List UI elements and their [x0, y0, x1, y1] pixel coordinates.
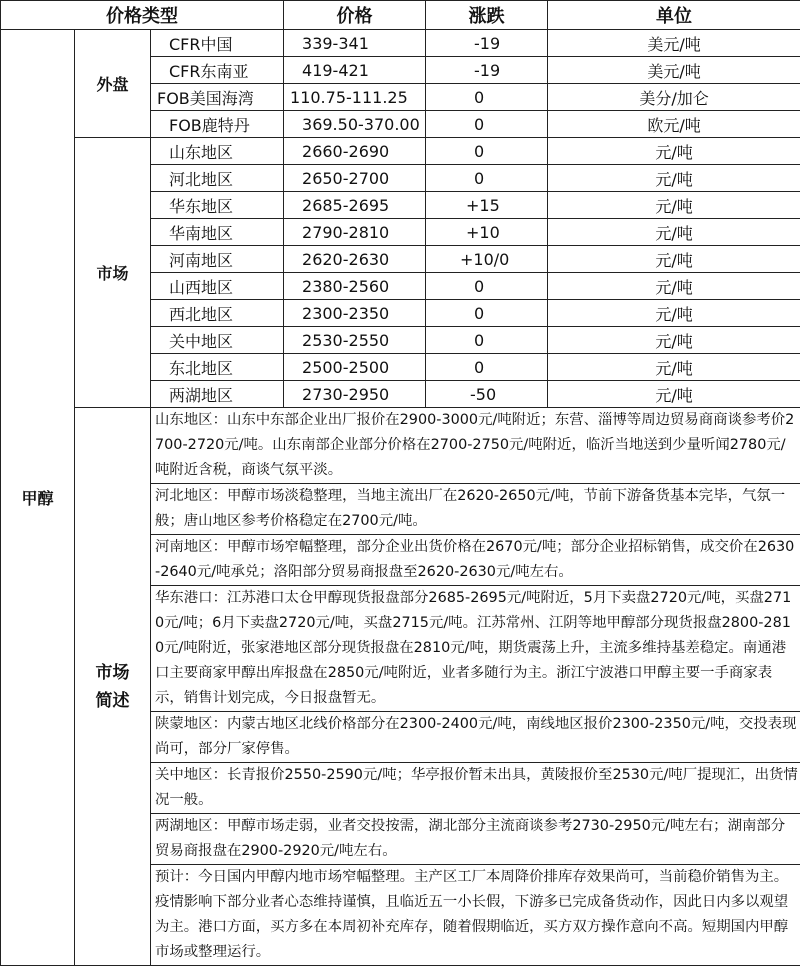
row-price: 339-341 [284, 30, 426, 57]
row-price: 369.50-370.00 [284, 111, 426, 138]
summary-paragraph: 河北地区：甲醇市场淡稳整理，当地主流出厂在2620-2650元/吨，节前下游备货基本完毕，气氛一般；唐山地区参考价格稳定在2700元/吨。 [151, 484, 800, 535]
row-change: 0 [426, 354, 548, 381]
row-unit: 美分/加仑 [548, 84, 800, 111]
row-unit: 元/吨 [548, 354, 800, 381]
row-price: 110.75-111.25 [284, 84, 426, 111]
row-name: 西北地区 [151, 300, 284, 327]
row-change: 0 [426, 84, 548, 111]
row-price: 2300-2350 [284, 300, 426, 327]
row-unit: 元/吨 [548, 273, 800, 300]
row-name: 华南地区 [151, 219, 284, 246]
summary-paragraph: 关中地区：长青报价2550-2590元/吨；华亭报价暂未出具，黄陵报价至2530元/吨厂提现汇，出货情况一般。 [151, 763, 800, 814]
row-price: 2500-2500 [284, 354, 426, 381]
row-unit: 元/吨 [548, 300, 800, 327]
row-price: 2685-2695 [284, 192, 426, 219]
row-price: 419-421 [284, 57, 426, 84]
summary-paragraph: 华东港口：江苏港口太仓甲醇现货报盘部分2685-2695元/吨附近，5月下卖盘2720元/吨，买盘2710元/吨；6月下卖盘2720元/吨，买盘2715元/吨。江苏常州、江阴等地甲醇部分现货报盘2800-2810元/吨附近，张家港地区部分现货报盘在2810元/吨，期货震荡上升，主流多维持基差稳定。南通港口主要商家甲醇出库报盘在2850元/吨附近，业者多随行为主。浙江宁波港口甲醇主要一手商家表示，销售计划完成，今日报盘暂无。 [151, 586, 800, 712]
row-unit: 美元/吨 [548, 57, 800, 84]
table-row [1, 30, 800, 57]
summary-label-line1: 市场 [75, 659, 150, 687]
row-name: 关中地区 [151, 327, 284, 354]
row-change: 0 [426, 327, 548, 354]
row-price: 2660-2690 [284, 138, 426, 165]
header-row [1, 1, 800, 30]
row-price: 2650-2700 [284, 165, 426, 192]
row-change: 0 [426, 165, 548, 192]
row-unit: 元/吨 [548, 246, 800, 273]
row-change: +15 [426, 192, 548, 219]
summary-paragraph: 预计：今日国内甲醇内地市场窄幅整理。主产区工厂本周降价排库存效果尚可，当前稳价销售为主。疫情影响下部分业者心态维持谨慎，且临近五一小长假，下游多已完成备货动作，因此日内多以观望为主。港口方面，买方多在本周初补充库存，随着假期临近，买方双方操作意向不高。短期国内甲醇市场或整理运行。 [151, 865, 800, 966]
row-change: +10 [426, 219, 548, 246]
row-change: -19 [426, 30, 548, 57]
summary-label-line2: 简述 [75, 687, 150, 715]
row-name: FOB美国海湾 [151, 84, 284, 111]
row-unit: 元/吨 [548, 192, 800, 219]
row-name: 山西地区 [151, 273, 284, 300]
row-change: -50 [426, 381, 548, 408]
row-price: 2620-2630 [284, 246, 426, 273]
row-name: 东北地区 [151, 354, 284, 381]
header-price: 价格 [284, 1, 426, 30]
row-unit: 元/吨 [548, 165, 800, 192]
row-unit: 美元/吨 [548, 30, 800, 57]
row-name: CFR东南亚 [151, 57, 284, 84]
row-price: 2790-2810 [284, 219, 426, 246]
header-type: 价格类型 [1, 1, 284, 30]
summary-paragraph: 山东地区：山东中东部企业出厂报价在2900-3000元/吨附近；东营、淄博等周边贸易商商谈参考价2700-2720元/吨。山东南部企业部分价格在2700-2750元/吨附近，临沂当地送到少量听闻2780元/吨附近含税，商谈气氛平淡。 [151, 408, 800, 484]
row-unit: 元/吨 [548, 327, 800, 354]
row-unit: 元/吨 [548, 381, 800, 408]
row-name: 山东地区 [151, 138, 284, 165]
row-name: 两湖地区 [151, 381, 284, 408]
row-change: 0 [426, 111, 548, 138]
category-market: 市场 [75, 138, 151, 408]
table-row [1, 138, 800, 165]
category-external: 外盘 [75, 30, 151, 138]
summary-row [1, 408, 800, 484]
row-name: CFR中国 [151, 30, 284, 57]
row-change: 0 [426, 138, 548, 165]
row-change: -19 [426, 57, 548, 84]
row-change: 0 [426, 300, 548, 327]
row-change: 0 [426, 273, 548, 300]
row-name: 河南地区 [151, 246, 284, 273]
header-unit: 单位 [548, 1, 800, 30]
row-price: 2530-2550 [284, 327, 426, 354]
summary-paragraph: 河南地区：甲醇市场窄幅整理，部分企业出货价格在2670元/吨；部分企业招标销售，成交价在2630-2640元/吨承兑；洛阳部分贸易商报盘至2620-2630元/吨左右。 [151, 535, 800, 586]
summary-paragraph: 陕蒙地区：内蒙古地区北线价格部分在2300-2400元/吨，南线地区报价2300-2350元/吨，交投表现尚可，部分厂家停售。 [151, 712, 800, 763]
row-unit: 欧元/吨 [548, 111, 800, 138]
row-price: 2730-2950 [284, 381, 426, 408]
summary-paragraph: 两湖地区：甲醇市场走弱，业者交投按需，湖北部分主流商谈参考2730-2950元/吨左右；湖南部分贸易商报盘在2900-2920元/吨左右。 [151, 814, 800, 865]
row-name: 河北地区 [151, 165, 284, 192]
row-unit: 元/吨 [548, 219, 800, 246]
main-category: 甲醇 [1, 30, 75, 966]
category-summary [75, 408, 151, 966]
row-name: 华东地区 [151, 192, 284, 219]
header-change: 涨跌 [426, 1, 548, 30]
row-price: 2380-2560 [284, 273, 426, 300]
row-change: +10/0 [426, 246, 548, 273]
row-name: FOB鹿特丹 [151, 111, 284, 138]
row-unit: 元/吨 [548, 138, 800, 165]
